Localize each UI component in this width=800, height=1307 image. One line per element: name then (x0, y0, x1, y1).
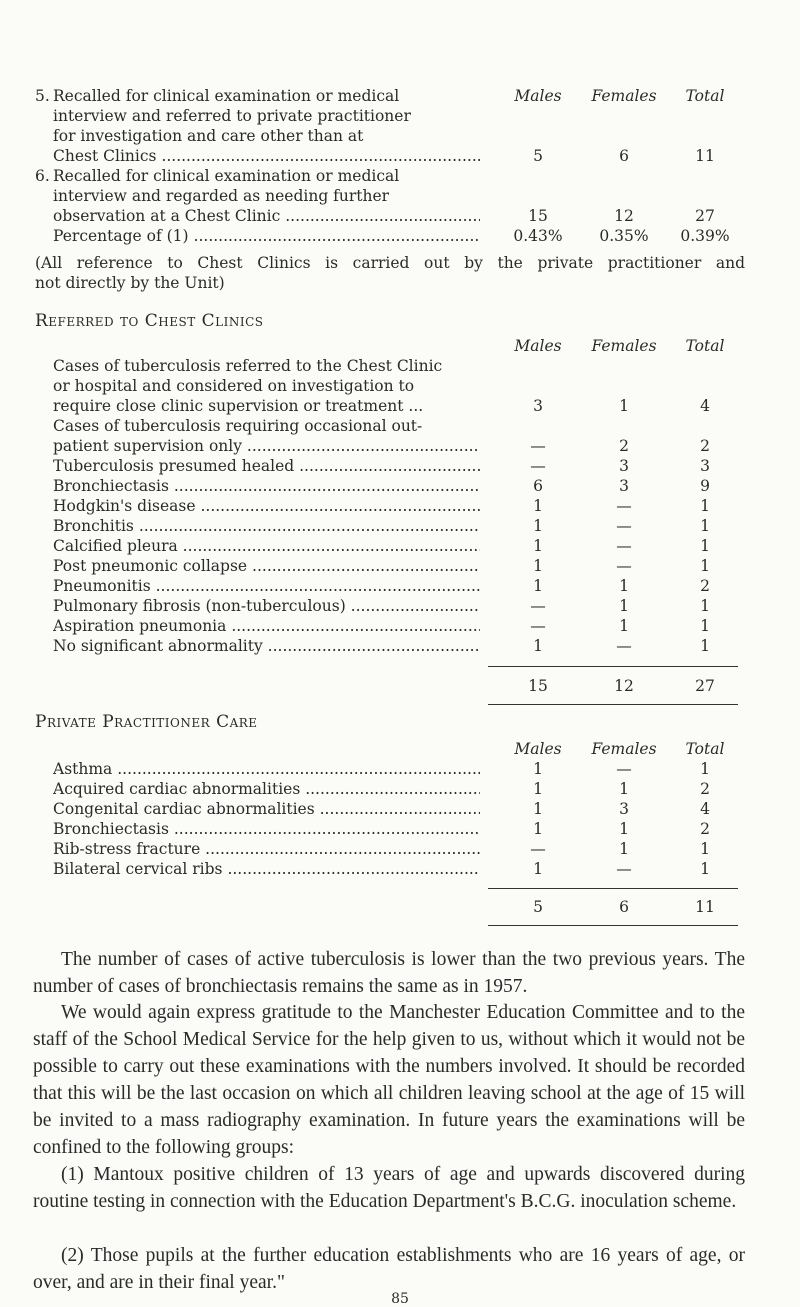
row-total: 1 (700, 537, 710, 555)
percentage-males: 0.43% (513, 227, 563, 245)
table-row (53, 476, 750, 496)
row-females: — (616, 637, 632, 655)
header-total: Total (685, 87, 725, 105)
private-header-total: Total (685, 740, 725, 758)
row-males: 1 (533, 800, 543, 818)
row-label: Post pneumonic collapse ..... (53, 556, 480, 576)
table-row (53, 859, 750, 879)
row-label: Tuberculosis presumed healed ..... (53, 456, 480, 476)
row-males: — (530, 597, 546, 615)
row-total: 1 (700, 617, 710, 635)
row-total: 1 (700, 517, 710, 535)
row-total: 2 (700, 577, 710, 595)
table-row (53, 536, 750, 556)
private-table-rows (53, 759, 750, 879)
row-label: Bilateral cervical ribs ..... (53, 859, 480, 879)
item6-males: 15 (528, 207, 548, 225)
row-label: Bronchiectasis ..... (53, 819, 480, 839)
row-label: Pneumonitis ..... (53, 576, 480, 596)
row-total: 1 (700, 860, 710, 878)
row-total: 1 (700, 840, 710, 858)
referred-row1-total: 4 (700, 397, 710, 415)
private-heading: Private Practitioner Care (35, 712, 258, 732)
row-males: 1 (533, 517, 543, 535)
referred-row1-males: 3 (533, 397, 543, 415)
item5-text (53, 86, 480, 166)
row-females: 1 (619, 780, 629, 798)
referred-row1-females: 1 (619, 397, 629, 415)
row-males: 1 (533, 577, 543, 595)
item5-line: Chest Clinics ..... (53, 146, 480, 166)
row-label: Bronchiectasis ..... (53, 476, 480, 496)
item6-females: 12 (614, 207, 634, 225)
item6-total: 27 (695, 207, 715, 225)
item6-text (53, 166, 480, 226)
row-males: 1 (533, 537, 543, 555)
paragraph-group-2: (2) Those pupils at the further education establishments who are 16 years of age, or over, and are in their final year." (33, 1245, 745, 1293)
item6-line: Recalled for clinical examination or medical (53, 167, 400, 185)
referred-row2-total: 2 (700, 437, 710, 455)
row-total: 3 (700, 457, 710, 475)
row-females: 3 (619, 457, 629, 475)
row-females: 1 (619, 577, 629, 595)
note-line-1: (All reference to Chest Clinics is carried out by the private practitioner and (35, 254, 745, 272)
referred-row1-line: Cases of tuberculosis referred to the Chest Clinic (53, 357, 443, 375)
percentage-total: 0.39% (680, 227, 730, 245)
row-total: 1 (700, 557, 710, 575)
row-label: Acquired cardiac abnormalities ..... (53, 779, 480, 799)
row-females: — (616, 860, 632, 878)
row-total: 1 (700, 597, 710, 615)
item6-line: interview and regarded as needing further (53, 187, 390, 205)
item5-number: 5. (35, 87, 50, 105)
item5-line: interview and referred to private practitioner (53, 107, 411, 125)
row-females: 1 (619, 840, 629, 858)
percentage-females: 0.35% (599, 227, 649, 245)
table-row (53, 799, 750, 819)
private-total-males: 5 (533, 898, 543, 916)
referred-row2-males: — (530, 437, 546, 455)
row-total: 1 (700, 760, 710, 778)
row-label: Calcified pleura ..... (53, 536, 480, 556)
row-total: 2 (700, 780, 710, 798)
referred-row2-line: patient supervision only ..... (53, 436, 480, 456)
row-total: 1 (700, 637, 710, 655)
referred-total-males: 15 (528, 677, 548, 695)
item5-males: 5 (533, 147, 543, 165)
row-label: Aspiration pneumonia ..... (53, 616, 480, 636)
item5-line: for investigation and care other than at (53, 127, 364, 145)
row-total: 2 (700, 820, 710, 838)
private-top-rule (488, 888, 738, 889)
table-row (53, 616, 750, 636)
table-row (53, 819, 750, 839)
row-males: — (530, 617, 546, 635)
row-label: Asthma ..... (53, 759, 480, 779)
note-line-2: not directly by the Unit) (35, 274, 225, 292)
percentage-label: Percentage of (1) ..... (53, 226, 480, 246)
table-row (53, 576, 750, 596)
row-females: 1 (619, 597, 629, 615)
row-females: — (616, 497, 632, 515)
row-males: 1 (533, 497, 543, 515)
row-label: Hodgkin's disease ..... (53, 496, 480, 516)
referred-row1-line: or hospital and considered on investigation to (53, 377, 415, 395)
referred-table-rows (53, 456, 750, 656)
item5-females: 6 (619, 147, 629, 165)
row-total: 1 (700, 497, 710, 515)
item5-total: 11 (695, 147, 715, 165)
referred-top-rule (488, 666, 738, 667)
referred-heading: Referred to Chest Clinics (35, 311, 264, 331)
item6-line: observation at a Chest Clinic ..... (53, 206, 480, 226)
row-males: — (530, 840, 546, 858)
row-females: 1 (619, 820, 629, 838)
table-row (53, 636, 750, 656)
paragraph-gratitude: We would again express gratitude to the Manchester Education Committee and to the staff of the School Medical Service for the help given to us, without which it would not be possible to carry out these examinations with the numbers involved. It should be recorded that this will be the last occasion on which all children leaving school at the age of 15 will be invited to a mass radiography examination. In future years the examinations will be confined to the following groups: (33, 1002, 745, 1158)
row-males: 1 (533, 860, 543, 878)
referred-header-males: Males (514, 337, 562, 355)
referred-row2-line: Cases of tuberculosis requiring occasional out- (53, 417, 423, 435)
row-females: 1 (619, 617, 629, 635)
referred-row1-line: require close clinic supervision or treatment ... (53, 397, 424, 415)
private-header-females: Females (591, 740, 657, 758)
table-row (53, 556, 750, 576)
header-males: Males (514, 87, 562, 105)
table-row (53, 596, 750, 616)
row-females: — (616, 517, 632, 535)
table-row (53, 496, 750, 516)
referred-row1-text (53, 356, 480, 456)
row-total: 9 (700, 477, 710, 495)
row-females: 3 (619, 800, 629, 818)
row-label: Pulmonary fibrosis (non-tuberculous) ..... (53, 596, 480, 616)
row-males: 1 (533, 557, 543, 575)
paragraph-tb-cases: The number of cases of active tuberculosis is lower than the two previous years. The number of cases of bronchiectasis remains the same as in 1957. (33, 949, 745, 997)
row-females: — (616, 760, 632, 778)
row-label: No significant abnormality ..... (53, 636, 480, 656)
table-row (53, 516, 750, 536)
table-row (53, 839, 750, 859)
header-females: Females (591, 87, 657, 105)
row-total: 4 (700, 800, 710, 818)
private-bottom-rule (488, 925, 738, 926)
row-females: — (616, 557, 632, 575)
row-label: Congenital cardiac abnormalities ..... (53, 799, 480, 819)
referred-total-females: 12 (614, 677, 634, 695)
row-females: — (616, 537, 632, 555)
item6-number: 6. (35, 167, 50, 185)
row-males: — (530, 457, 546, 475)
row-label: Rib-stress fracture ..... (53, 839, 480, 859)
row-label: Bronchitis ..... (53, 516, 480, 536)
referred-header-total: Total (685, 337, 725, 355)
referred-total-total: 27 (695, 677, 715, 695)
row-males: 1 (533, 820, 543, 838)
private-header-males: Males (514, 740, 562, 758)
paragraph-group-1: (1) Mantoux positive children of 13 years of age and upwards discovered during routine testing in connection with the Education Department's B.C.G. inoculation scheme. (33, 1164, 745, 1212)
private-total-total: 11 (695, 898, 715, 916)
item5-line: Recalled for clinical examination or medical (53, 87, 400, 105)
referred-row2-females: 2 (619, 437, 629, 455)
table-row (53, 779, 750, 799)
referred-header-females: Females (591, 337, 657, 355)
table-row (53, 456, 750, 476)
row-males: 6 (533, 477, 543, 495)
row-males: 1 (533, 780, 543, 798)
referred-bottom-rule (488, 704, 738, 705)
page-number: 85 (391, 1291, 409, 1307)
row-males: 1 (533, 760, 543, 778)
row-males: 1 (533, 637, 543, 655)
row-females: 3 (619, 477, 629, 495)
private-total-females: 6 (619, 898, 629, 916)
table-row (53, 759, 750, 779)
